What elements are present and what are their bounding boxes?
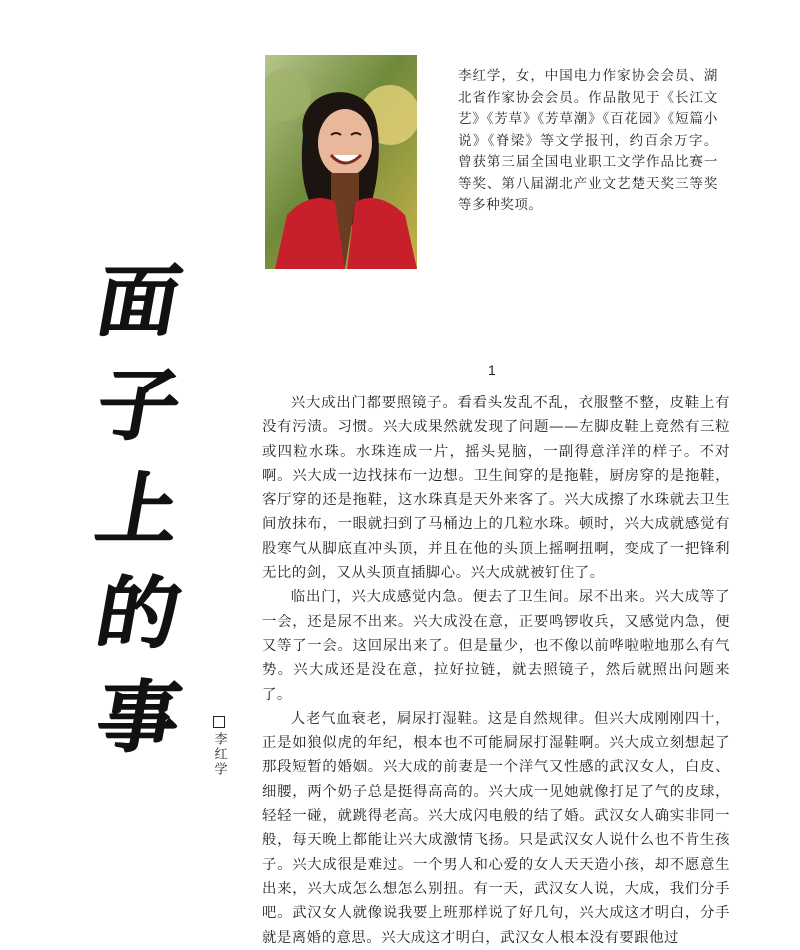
title-char: 上 <box>89 464 188 555</box>
byline-author: 李红学 <box>211 732 227 777</box>
author-photo-image <box>265 55 417 269</box>
title-char: 子 <box>89 360 188 451</box>
paragraph: 人老气血衰老，屙尿打湿鞋。这是自然规律。但兴大成刚刚四十，正是如狼似虎的年纪，根本也不可能屙尿打湿鞋啊。兴大成立刻想起了那段短暂的婚姻。兴大成的前妻是一个洋气又性感的武汉女人，白皮、细腰，两个奶子总是挺得高高的。兴大成一见她就像打足了气的皮球，轻轻一碰，就跳得老高。兴大成闪电般的结了婚。武汉女人确实非同一般，每天晚上都能让兴大成激情飞扬。只是武汉女人说什么也不肯生孩子。兴大成很是难过。一个男人和心爱的女人天天造小孩，却不愿意生出来，兴大成怎么想怎么别扭。有一天，武汉女人说，大成，我们分手吧。武汉女人就像说我要上班那样说了好几句，兴大成这才明白，分手就是离婚的意思。兴大成这才明白，武汉女人根本没有要跟他过 <box>262 710 730 946</box>
byline <box>210 716 228 777</box>
section-number: 1 <box>488 362 496 378</box>
title-char: 面 <box>89 256 188 347</box>
title-char: 的 <box>89 568 188 659</box>
title-char: 事 <box>89 672 188 763</box>
author-bio: 李红学，女，中国电力作家协会会员、湖北省作家协会会员。作品散见于《长江文艺》《芳草》《芳草潮》《百花园》《短篇小说》《脊梁》等文学报刊，约百余万字。曾获第三届全国电业职工文学作品比赛一等奖、第八届湖北产业文艺楚天奖三等奖等多种奖项。 <box>458 68 718 213</box>
paragraph: 兴大成出门都要照镜子。看看头发乱不乱，衣服整不整，皮鞋上有没有污渍。习惯。兴大成果然就发现了问题——左脚皮鞋上竟然有三粒或四粒水珠。水珠连成一片，摇头晃脑，一副得意洋洋的样子。不对啊。兴大成一边找抹布一边想。卫生间穿的是拖鞋，厨房穿的是拖鞋，客厅穿的还是拖鞋，这水珠真是天外来客了。兴大成擦了水珠就去卫生间放抹布，一眼就扫到了马桶边上的几粒水珠。顿时，兴大成就感觉有股寒气从脚底直冲头顶，并且在他的头顶上摇啊扭啊，变成了一把锋利无比的剑，又从头顶直插脚心。兴大成就被钉住了。 <box>262 395 730 582</box>
paragraph: 临出门，兴大成感觉内急。便去了卫生间。尿不出来。兴大成等了一会，还是尿不出来。兴大成没在意，正要鸣锣收兵，又感觉内急，便又等了一会。这回尿出来了。但是量少，也不像以前哗啦啦地那么有气势。兴大成还是没在意，拉好拉链，就去照镜子，然后就照出问题来了。 <box>262 589 730 703</box>
square-icon <box>213 716 225 728</box>
article-title <box>78 250 198 790</box>
article-body <box>262 391 730 950</box>
author-photo <box>265 55 417 269</box>
